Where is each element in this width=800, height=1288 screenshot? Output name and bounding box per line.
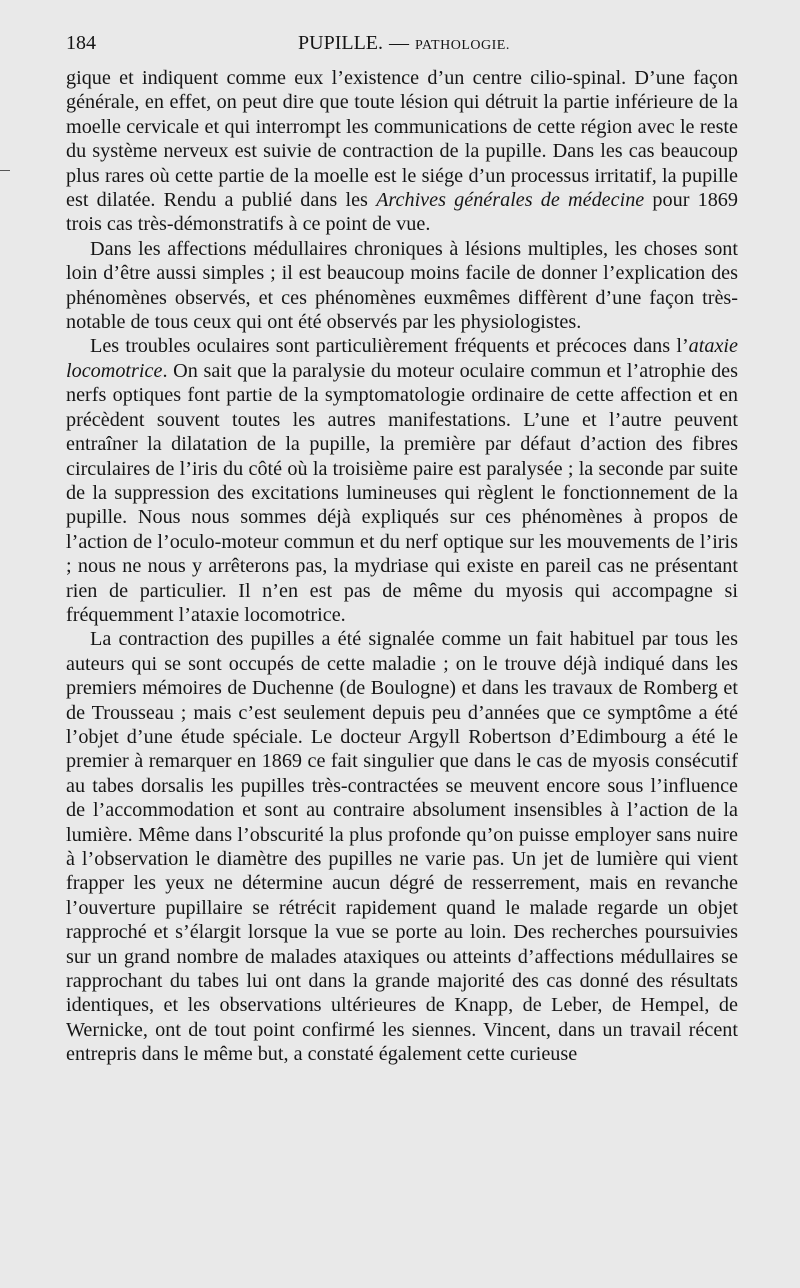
- margin-mark: [0, 170, 10, 171]
- text-run: pour 1869 trois cas très-démonstratifs à ce point de vue.: [66, 189, 738, 236]
- text-run: Dans les affections médullaires chroniques à lésions multiples, les choses sont loin d’être aussi simples ; il est beaucoup moins facile de donner l’explication des phénomènes observés, et ces phénomènes euxmêmes diffèrent d’une façon très-notable de tous ceux qui ont été observés par les physiologistes.: [66, 237, 738, 334]
- body-text: [66, 66, 738, 1067]
- italic-text: Archives générales de médecine: [376, 189, 645, 212]
- paragraph: [66, 237, 738, 335]
- chapter-title: PUPILLE.: [298, 32, 383, 54]
- title-dash: —: [389, 32, 409, 54]
- running-head: [66, 32, 738, 58]
- paragraph: [66, 66, 738, 237]
- section-title: PATHOLOGIE.: [415, 38, 510, 53]
- text-run: La contraction des pupilles a été signalée comme un fait habituel par tous les auteurs qui se sont occupés de cette maladie ; on le trouve déjà indiqué dans les premiers mémoires de Duchenne (de Boulogne) et dans les travaux de Romberg et de Trousseau ; mais c’est seulement depuis peu d’années que ce symptôme a été l’objet d’une étude spéciale. Le docteur Argyll Robertson d’Edimbourg a été le premier à remarquer en 1869 ce fait singulier que dans le cas de myosis consécutif au tabes dorsalis les pupilles très-contractées se meuvent encore sous l’influence de l’accommodation et sont au contraire absolument insensibles à l’action de la lumière. Même dans l’obscurité la plus profonde qu’on puisse employer sans nuire à l’observation le diamètre des pupilles ne varie pas. Un jet de lumière qui vient frapper les yeux ne détermine aucun dégré de resserrement, mais en revanche l’ouverture pupillaire se rétrécit rapidement quand le malade regarde un objet rapproché et s’élargit lorsque la vue se porte au loin. Des recherches poursuivies sur un grand nombre de malades ataxiques ou atteints d’affections médullaires se rapprochant du tabes lui ont dans la grande majorité des cas donné des résultats identiques, et les observations ultérieures de Knapp, de Leber, de Hempel, de Wernicke, ont de tout point confirmé les siennes. Vincent, dans un travail récent entrepris dans le même but, a constaté également cette curieuse: [66, 628, 738, 1066]
- text-run: gique et indiquent comme eux l’existence d’un centre cilio-spinal. D’une façon générale, en effet, on peut dire que toute lésion qui détruit la partie inférieure de la moelle cervicale et qui interrompt les communications de cette région avec le reste du système nerveux est suivie de contraction de la pupille. Dans les cas beaucoup plus rares où cette partie de la moelle est le siége d’un processus irritatif, la pupille est dilatée. Rendu a publié dans les: [66, 67, 738, 212]
- paragraph: [66, 627, 738, 1066]
- page-number: 184: [66, 32, 96, 54]
- italic-text: ataxie locomotrice: [66, 335, 738, 382]
- text-run: . On sait que la paralysie du moteur oculaire commun et l’atrophie des nerfs optiques font partie de la symptomatologie ordinaire de cette affection et en précèdent souvent toutes les autres manifestations. L’une et l’autre peuvent entraîner la dilatation de la pupille, la première par défaut d’action des fibres circulaires de l’iris du côté où la troisième paire est paralysée ; la seconde par suite de la suppression des excitations lumineuses qui règlent le fonctionnement de la pupille. Nous nous sommes déjà expliqués sur ces phénomènes à propos de l’action de l’oculo-moteur commun et du nerf optique sur les mouvements de l’iris ; nous ne nous y arrêterons pas, la mydriase qui existe en pareil cas ne présentant rien de particulier. Il n’en est pas de même du myosis qui accompagne si fréquemment l’ataxie locomotrice.: [66, 359, 738, 626]
- paragraph: [66, 334, 738, 627]
- running-title: [298, 32, 510, 55]
- text-run: Les troubles oculaires sont particulièrement fréquents et précoces dans l’: [90, 335, 689, 358]
